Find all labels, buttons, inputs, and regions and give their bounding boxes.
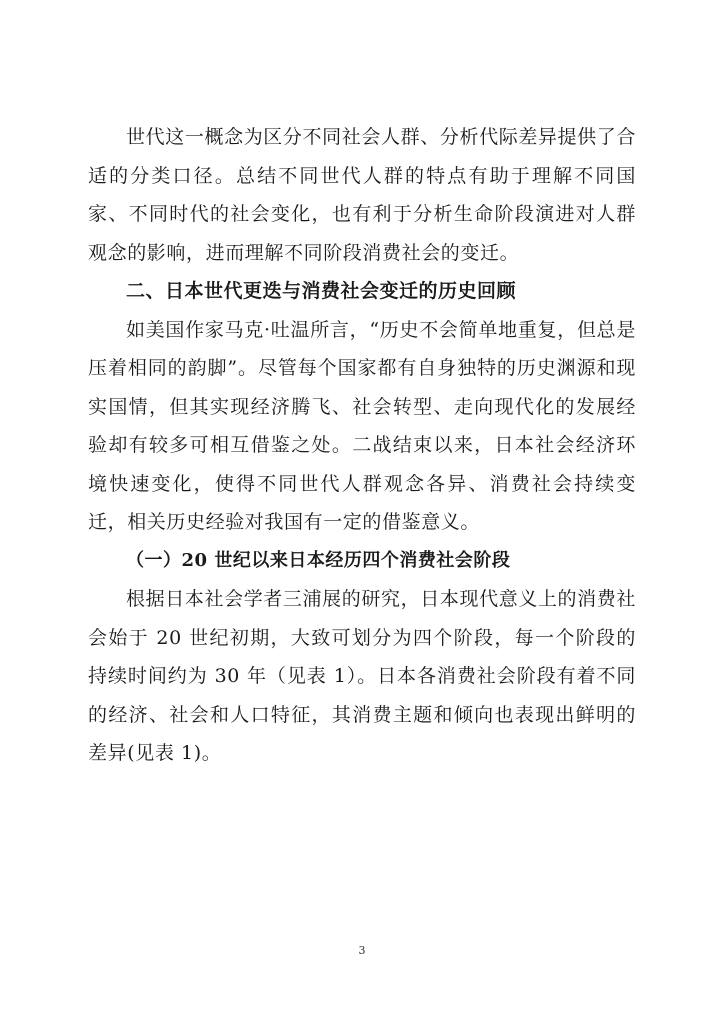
document-body xyxy=(88,118,636,773)
body-paragraph: 根据日本社会学者三浦展的研究，日本现代意义上的消费社会始于 20 世纪初期，大致可划分为四个阶段，每一个阶段的持续时间约为 30 年（见表 1）。日本各消费社会阶段有着不同的经济、社会和人口特征，其消费主题和倾向也表现出鲜明的差异(见表 1)。 xyxy=(88,588,636,764)
body-paragraph: 如美国作家马克·吐温所言，“历史不会简单地重复，但总是压着相同的韵脚”。尽管每个国家都有自身独特的历史渊源和现实国情，但其实现经济腾飞、社会转型、走向现代化的发展经验却有较多可相互借鉴之处。二战结束以来，日本社会经济环境快速变化，使得不同世代人群观念各异、消费社会持续变迁，相关历史经验对我国有一定的借鉴意义。 xyxy=(88,318,636,533)
page-number: 3 xyxy=(358,944,366,957)
body-paragraph: 世代这一概念为区分不同社会人群、分析代际差异提供了合适的分类口径。总结不同世代人群的特点有助于理解不同国家、不同时代的社会变化，也有利于分析生命阶段演进对人群观念的影响，进而理解不同阶段消费社会的变迁。 xyxy=(88,126,636,264)
subsection-heading: （一）20 世纪以来日本经历四个消费社会阶段 xyxy=(126,549,511,571)
section-heading: 二、日本世代更迭与消费社会变迁的历史回顾 xyxy=(126,280,517,302)
